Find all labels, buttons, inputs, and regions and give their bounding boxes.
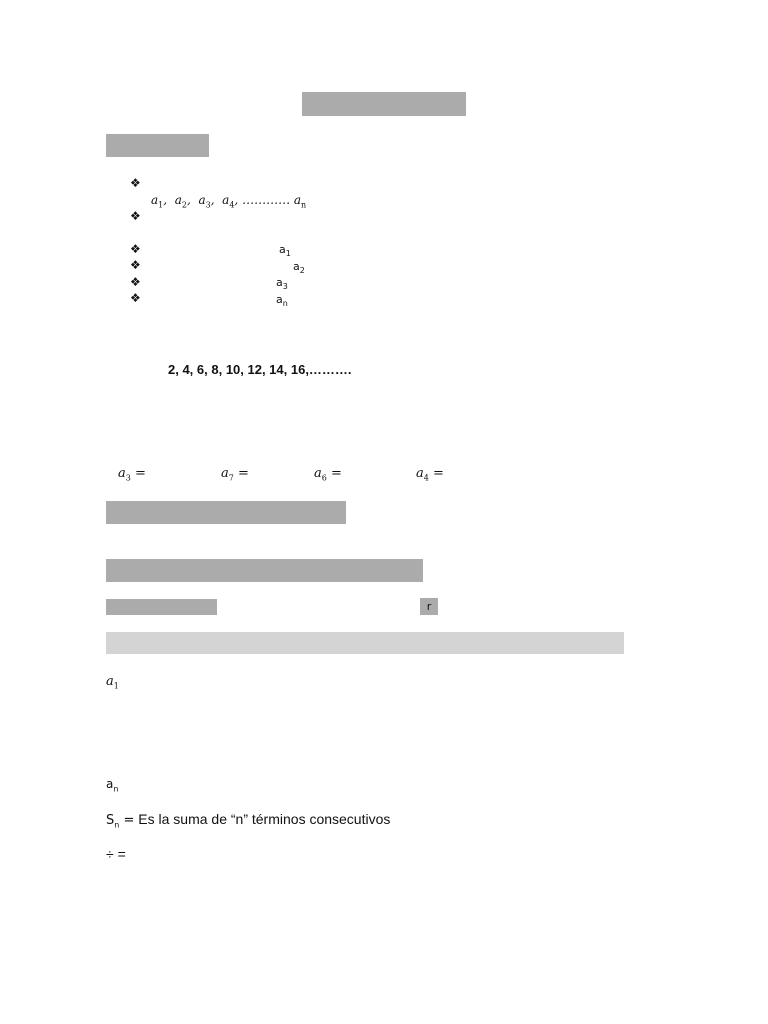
term-a2: $a_2$, <box>174 193 191 210</box>
term-a1: $a_1$, <box>151 193 168 210</box>
exercise-a7: $a_7$ = <box>221 466 249 483</box>
term-item-a1: $a_1$ <box>279 243 291 259</box>
exercise-a4: $a_4$ = <box>416 466 444 483</box>
redacted-heading-2 <box>106 559 423 582</box>
term-an: $a_n$ <box>293 193 307 210</box>
definition-first-term: $a_1$ <box>106 674 119 691</box>
exercise-a6: $a_6$ = <box>314 466 342 483</box>
term-item-a3: $a_3$ <box>276 276 288 292</box>
redacted-title <box>302 92 466 116</box>
exercise-a3: $a_3$ = <box>118 466 146 483</box>
bullet-6: ❖ <box>130 291 141 305</box>
redacted-subtitle <box>106 134 209 157</box>
bullet-1: ❖ <box>130 176 141 190</box>
bullet-5: ❖ <box>130 275 141 289</box>
term-a3: $a_3$, <box>198 193 215 210</box>
term-item-a2: $a_2$ <box>293 260 305 276</box>
bullet-4: ❖ <box>130 258 141 272</box>
definition-nth-term: $a_n$ <box>106 777 119 794</box>
sequence-notation <box>151 193 306 209</box>
definition-sum: $S_n = Es$ la suma de “n” términos consecutivos <box>106 811 391 830</box>
ratio-symbol-icon: r <box>420 598 438 615</box>
highlighted-line <box>106 632 624 654</box>
ellipsis: ………… <box>242 193 291 207</box>
redacted-heading-1 <box>106 501 346 524</box>
example-sequence: 2, 4, 6, 8, 10, 12, 14, 16,………. <box>168 362 352 377</box>
bullet-2: ❖ <box>130 209 141 223</box>
bullet-3: ❖ <box>130 242 141 256</box>
term-item-an: $a_n$ <box>276 293 288 309</box>
ratio-symbol-definition: ÷ = <box>106 846 126 862</box>
redacted-label <box>106 599 217 615</box>
sum-description: Es la suma de “n” términos consecutivos <box>138 811 391 827</box>
term-a4: $a_4$, <box>222 193 239 210</box>
